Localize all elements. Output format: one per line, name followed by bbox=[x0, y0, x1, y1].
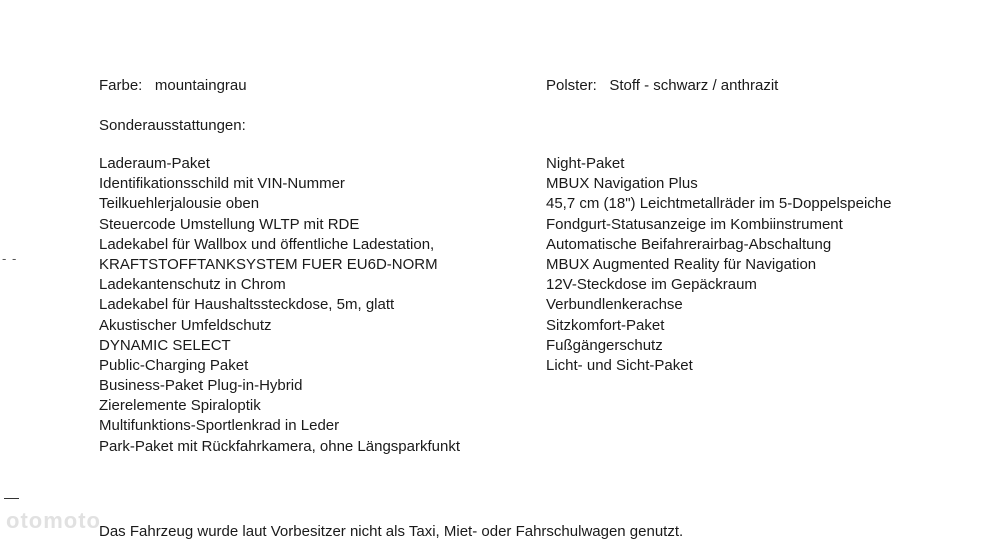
options-list-right bbox=[546, 154, 891, 376]
list-item: Identifikationsschild mit VIN-Nummer bbox=[99, 175, 345, 193]
margin-rule-mark bbox=[4, 498, 19, 499]
farbe-value: mountaingrau bbox=[154, 77, 247, 94]
list-item: Park-Paket mit Rückfahrkamera, ohne Längsparkfunkt bbox=[99, 437, 461, 455]
footer-note: Das Fahrzeug wurde laut Vorbesitzer nicht als Taxi, Miet- oder Fahrschulwagen genutzt. bbox=[99, 523, 684, 540]
polster-value: Stoff - schwarz / anthrazit bbox=[609, 77, 779, 94]
options-list-left bbox=[99, 154, 460, 457]
list-item: Akustischer Umfeldschutz bbox=[99, 316, 272, 334]
list-item: Sitzkomfort-Paket bbox=[546, 316, 665, 334]
list-item: Ladekabel für Haushaltssteckdose, 5m, glatt bbox=[99, 296, 395, 314]
list-item: Automatische Beifahrerairbag-Abschaltung bbox=[546, 235, 832, 253]
farbe-line bbox=[99, 76, 247, 96]
list-item: Verbundlenkerachse bbox=[546, 296, 683, 314]
polster-label: Polster: bbox=[546, 77, 597, 94]
polster-line bbox=[546, 76, 778, 96]
list-item: MBUX Augmented Reality für Navigation bbox=[546, 255, 817, 273]
list-item: MBUX Navigation Plus bbox=[546, 175, 698, 193]
watermark-logo: otomoto bbox=[6, 508, 101, 533]
farbe-label: Farbe: bbox=[99, 77, 143, 94]
list-item: Laderaum-Paket bbox=[99, 155, 210, 172]
list-item: KRAFTSTOFFTANKSYSTEM FUER EU6D-NORM bbox=[99, 255, 438, 273]
list-item: Multifunktions-Sportlenkrad in Leder bbox=[99, 417, 340, 435]
list-item: 12V-Steckdose im Gepäckraum bbox=[546, 276, 757, 294]
list-item: DYNAMIC SELECT bbox=[99, 336, 231, 354]
list-item: Business-Paket Plug-in-Hybrid bbox=[99, 377, 303, 395]
list-item: Ladekantenschutz in Chrom bbox=[99, 276, 286, 294]
list-item: Night-Paket bbox=[546, 155, 625, 172]
margin-dash-mark: - - bbox=[2, 251, 18, 266]
list-item: Teilkuehlerjalousie oben bbox=[99, 195, 260, 213]
list-item: Ladekabel für Wallbox und öffentliche Ladestation, bbox=[99, 235, 435, 253]
list-item: Public-Charging Paket bbox=[99, 356, 249, 374]
sonderausstattungen-heading: Sonderausstattungen: bbox=[99, 117, 246, 134]
list-item: Licht- und Sicht-Paket bbox=[546, 356, 693, 374]
list-item: Fondgurt-Statusanzeige im Kombiinstrument bbox=[546, 215, 843, 233]
list-item: Fußgängerschutz bbox=[546, 336, 663, 354]
list-item: Zierelemente Spiraloptik bbox=[99, 397, 261, 415]
list-item: 45,7 cm (18") Leichtmetallräder im 5-Doppelspeiche bbox=[546, 195, 892, 213]
list-item: Steuercode Umstellung WLTP mit RDE bbox=[99, 215, 360, 233]
